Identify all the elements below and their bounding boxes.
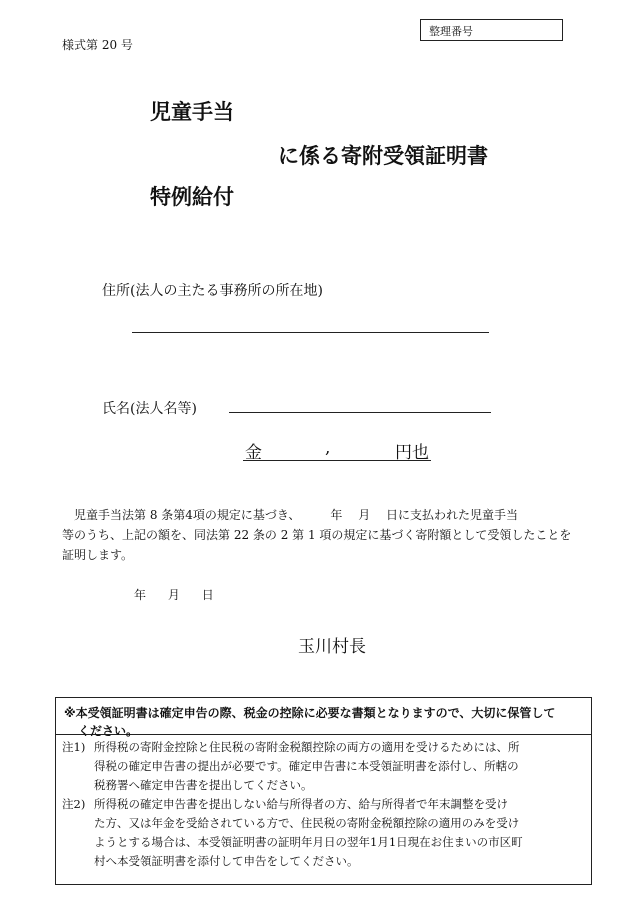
certification-text bbox=[62, 505, 582, 565]
reference-number-box: 整理番号 bbox=[420, 19, 563, 41]
note-2-line: ようとする場合は、本受領証明書の証明年月日の翌年1月1日現在お住まいの市区町 bbox=[94, 835, 523, 849]
title-line-3: 特例給付 bbox=[150, 185, 234, 209]
date-day: 日 bbox=[201, 588, 214, 602]
certification-line-2: 等のうち、上記の額を、同法第 22 条の 2 第 1 項の規定に基づく寄附額として受領したことを bbox=[62, 528, 572, 542]
note-1-label: 注1) bbox=[62, 740, 86, 754]
note-2-line: 村へ本受領証明書を添付して申告をしてください。 bbox=[94, 854, 359, 868]
note-1-line: 得税の確定申告書の提出が必要です。確定申告書に本受領証明書を添付し、所轄の bbox=[94, 759, 519, 773]
note-2-line: 所得税の確定申告書を提出しない給与所得者の方、給与所得者で年末調整を受け bbox=[94, 797, 508, 811]
address-label: 住所(法人の主たる事務所の所在地) bbox=[102, 283, 323, 299]
notes bbox=[56, 735, 591, 871]
note-1-line: 所得税の寄附金控除と住民税の寄附金税額控除の両方の適用を受けるためには、所 bbox=[94, 740, 520, 754]
note-2-label: 注2) bbox=[62, 797, 86, 811]
form-number: 様式第 20 号 bbox=[62, 38, 133, 52]
name-label: 氏名(法人名等) bbox=[102, 401, 197, 417]
notice-box bbox=[55, 697, 592, 885]
issue-date bbox=[134, 586, 214, 603]
note-1-line: 税務署へ確定申告書を提出してください。 bbox=[94, 778, 313, 792]
note-2-line: た方、又は年金を受給されている方で、住民税の寄附金税額控除の適用のみを受け bbox=[94, 816, 520, 830]
date-month: 月 bbox=[167, 588, 180, 602]
amount-separator: , bbox=[325, 438, 331, 458]
issuer-name: 玉川村長 bbox=[298, 637, 366, 657]
date-year: 年 bbox=[134, 588, 147, 602]
amount-prefix: 金 bbox=[245, 443, 262, 463]
notice-heading-line-1: ※本受領証明書は確定申告の際、税金の控除に必要な書類となりますので、大切に保管して bbox=[64, 706, 556, 720]
notice-heading bbox=[56, 698, 591, 738]
title-line-2: に係る寄附受領証明書 bbox=[278, 144, 488, 168]
amount-suffix: 円也 bbox=[395, 443, 429, 463]
certification-line-3: 証明します。 bbox=[62, 548, 134, 562]
amount-field bbox=[243, 438, 431, 461]
name-line bbox=[229, 412, 491, 413]
title-line-1: 児童手当 bbox=[150, 100, 234, 124]
certification-line-1: 児童手当法第 8 条第4項の規定に基づき、 年 月 日に支払われた児童手当 bbox=[74, 508, 519, 522]
notice-heading-line-2: ください。 bbox=[78, 724, 139, 738]
note-2 bbox=[62, 795, 585, 871]
address-line bbox=[132, 332, 489, 333]
note-1 bbox=[62, 738, 585, 795]
